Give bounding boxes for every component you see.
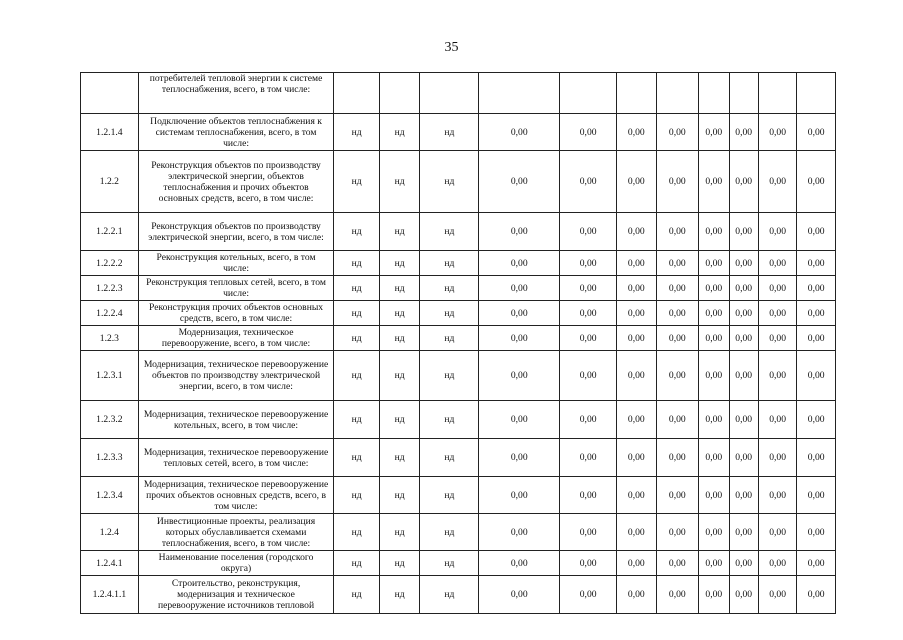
row-value-cell: 0,00 bbox=[560, 326, 617, 351]
row-value-cell: 0,00 bbox=[617, 213, 657, 251]
row-value-cell: нд bbox=[420, 251, 479, 276]
row-description: Реконструкция тепловых сетей, всего, в том числе: bbox=[138, 276, 334, 301]
page-number: 35 bbox=[444, 40, 459, 55]
row-value-cell: нд bbox=[420, 576, 479, 614]
row-value-cell: 0,00 bbox=[479, 477, 560, 514]
row-value-cell: 0,00 bbox=[560, 114, 617, 151]
row-description: Подключение объектов теплоснабжения к системам теплоснабжения, всего, в том числе: bbox=[138, 114, 334, 151]
row-value-cell: 0,00 bbox=[560, 477, 617, 514]
row-value-cell: нд bbox=[379, 114, 420, 151]
row-value-cell: 0,00 bbox=[699, 576, 729, 614]
row-value-cell: 0,00 bbox=[797, 251, 836, 276]
row-value-cell: 0,00 bbox=[617, 439, 657, 477]
row-value-cell: 0,00 bbox=[797, 576, 836, 614]
row-value-cell bbox=[617, 73, 657, 114]
row-description: Модернизация, техническое перевооружение объектов по производству электрической энергии, всего, в том числе: bbox=[138, 351, 334, 401]
row-value-cell: нд bbox=[420, 151, 479, 213]
row-code: 1.2.2.4 bbox=[81, 301, 139, 326]
row-value-cell: 0,00 bbox=[729, 326, 758, 351]
table-row bbox=[81, 477, 836, 514]
table-row bbox=[81, 439, 836, 477]
table-row bbox=[81, 551, 836, 576]
row-description: Наименование поселения (городского округа) bbox=[138, 551, 334, 576]
row-value-cell: 0,00 bbox=[560, 576, 617, 614]
row-value-cell bbox=[729, 73, 758, 114]
row-value-cell bbox=[479, 73, 560, 114]
row-value-cell: нд bbox=[379, 477, 420, 514]
row-value-cell: 0,00 bbox=[479, 576, 560, 614]
row-value-cell: нд bbox=[334, 151, 380, 213]
row-value-cell: нд bbox=[334, 514, 380, 551]
row-value-cell: 0,00 bbox=[479, 351, 560, 401]
row-value-cell: 0,00 bbox=[656, 351, 699, 401]
row-value-cell: нд bbox=[420, 351, 479, 401]
row-value-cell: 0,00 bbox=[758, 251, 797, 276]
row-value-cell: нд bbox=[379, 514, 420, 551]
row-value-cell: нд bbox=[379, 576, 420, 614]
row-value-cell: 0,00 bbox=[758, 326, 797, 351]
row-value-cell: нд bbox=[334, 439, 380, 477]
row-value-cell: нд bbox=[420, 326, 479, 351]
row-description: Модернизация, техническое перевооружение котельных, всего, в том числе: bbox=[138, 401, 334, 439]
table-row bbox=[81, 73, 836, 114]
row-value-cell bbox=[797, 73, 836, 114]
row-value-cell: нд bbox=[420, 514, 479, 551]
row-value-cell: 0,00 bbox=[560, 401, 617, 439]
row-value-cell: 0,00 bbox=[656, 576, 699, 614]
row-value-cell: 0,00 bbox=[656, 477, 699, 514]
table-row bbox=[81, 514, 836, 551]
row-value-cell: 0,00 bbox=[479, 251, 560, 276]
row-value-cell bbox=[758, 73, 797, 114]
table-row bbox=[81, 326, 836, 351]
table-row bbox=[81, 213, 836, 251]
row-value-cell: 0,00 bbox=[797, 551, 836, 576]
row-value-cell: 0,00 bbox=[729, 151, 758, 213]
row-description: Модернизация, техническое перевооружение, всего, в том числе: bbox=[138, 326, 334, 351]
row-value-cell: 0,00 bbox=[479, 301, 560, 326]
row-code: 1.2.3.4 bbox=[81, 477, 139, 514]
row-value-cell bbox=[656, 73, 699, 114]
table-row bbox=[81, 576, 836, 614]
row-code: 1.2.3.3 bbox=[81, 439, 139, 477]
row-value-cell: 0,00 bbox=[758, 576, 797, 614]
row-value-cell: 0,00 bbox=[729, 551, 758, 576]
row-value-cell: 0,00 bbox=[758, 551, 797, 576]
row-value-cell: 0,00 bbox=[479, 551, 560, 576]
row-value-cell: 0,00 bbox=[797, 301, 836, 326]
row-value-cell: нд bbox=[420, 114, 479, 151]
row-value-cell: 0,00 bbox=[758, 213, 797, 251]
row-value-cell: нд bbox=[334, 576, 380, 614]
row-value-cell: 0,00 bbox=[699, 401, 729, 439]
row-value-cell: 0,00 bbox=[617, 276, 657, 301]
row-value-cell: 0,00 bbox=[560, 301, 617, 326]
row-value-cell: 0,00 bbox=[758, 514, 797, 551]
row-value-cell: 0,00 bbox=[797, 276, 836, 301]
row-value-cell: 0,00 bbox=[617, 301, 657, 326]
row-description: Реконструкция объектов по производству электрической энергии, объектов теплоснабжения и прочих объектов основных средств, всего, в том числе: bbox=[138, 151, 334, 213]
row-value-cell: 0,00 bbox=[560, 151, 617, 213]
row-value-cell: нд bbox=[334, 477, 380, 514]
row-value-cell: 0,00 bbox=[479, 326, 560, 351]
row-description: Реконструкция объектов по производству электрической энергии, всего, в том числе: bbox=[138, 213, 334, 251]
row-value-cell: 0,00 bbox=[617, 551, 657, 576]
row-value-cell: 0,00 bbox=[656, 551, 699, 576]
row-code: 1.2.4 bbox=[81, 514, 139, 551]
row-value-cell: 0,00 bbox=[699, 276, 729, 301]
row-value-cell: 0,00 bbox=[560, 251, 617, 276]
row-code bbox=[81, 73, 139, 114]
row-value-cell: 0,00 bbox=[560, 213, 617, 251]
row-value-cell: нд bbox=[334, 251, 380, 276]
row-value-cell: 0,00 bbox=[479, 401, 560, 439]
row-description: Строительство, реконструкция, модернизация и техническое перевооружение источников тепловой bbox=[138, 576, 334, 614]
table-row bbox=[81, 251, 836, 276]
row-value-cell: 0,00 bbox=[729, 251, 758, 276]
row-value-cell: нд bbox=[379, 301, 420, 326]
row-value-cell: 0,00 bbox=[729, 514, 758, 551]
table-row bbox=[81, 401, 836, 439]
row-value-cell: 0,00 bbox=[656, 251, 699, 276]
row-value-cell: нд bbox=[420, 401, 479, 439]
row-code: 1.2.2.2 bbox=[81, 251, 139, 276]
row-value-cell: нд bbox=[420, 276, 479, 301]
row-value-cell: нд bbox=[334, 114, 380, 151]
row-value-cell: 0,00 bbox=[797, 439, 836, 477]
row-value-cell: нд bbox=[334, 326, 380, 351]
row-code: 1.2.3 bbox=[81, 326, 139, 351]
row-value-cell: нд bbox=[334, 351, 380, 401]
row-value-cell: 0,00 bbox=[699, 326, 729, 351]
row-value-cell: 0,00 bbox=[729, 276, 758, 301]
row-value-cell: 0,00 bbox=[699, 251, 729, 276]
row-value-cell: 0,00 bbox=[699, 477, 729, 514]
row-code: 1.2.3.1 bbox=[81, 351, 139, 401]
row-value-cell: 0,00 bbox=[699, 514, 729, 551]
row-value-cell: 0,00 bbox=[617, 326, 657, 351]
row-value-cell: 0,00 bbox=[617, 401, 657, 439]
row-value-cell: 0,00 bbox=[656, 401, 699, 439]
row-value-cell: 0,00 bbox=[656, 213, 699, 251]
row-code: 1.2.2 bbox=[81, 151, 139, 213]
row-value-cell: 0,00 bbox=[729, 213, 758, 251]
row-value-cell: 0,00 bbox=[758, 351, 797, 401]
row-value-cell bbox=[379, 73, 420, 114]
row-value-cell: нд bbox=[334, 551, 380, 576]
row-value-cell: 0,00 bbox=[656, 301, 699, 326]
row-value-cell: 0,00 bbox=[560, 551, 617, 576]
row-value-cell: 0,00 bbox=[656, 439, 699, 477]
row-code: 1.2.4.1 bbox=[81, 551, 139, 576]
row-value-cell: 0,00 bbox=[699, 351, 729, 401]
row-value-cell: нд bbox=[379, 551, 420, 576]
row-description: Реконструкция котельных, всего, в том числе: bbox=[138, 251, 334, 276]
table-row bbox=[81, 114, 836, 151]
row-value-cell: 0,00 bbox=[729, 114, 758, 151]
row-value-cell: 0,00 bbox=[656, 326, 699, 351]
row-description: Инвестиционные проекты, реализация которых обуславливается схемами теплоснабжения, всего, в том числе: bbox=[138, 514, 334, 551]
row-value-cell: 0,00 bbox=[479, 276, 560, 301]
row-value-cell bbox=[560, 73, 617, 114]
row-value-cell: нд bbox=[420, 477, 479, 514]
row-value-cell: 0,00 bbox=[617, 114, 657, 151]
row-value-cell: 0,00 bbox=[656, 514, 699, 551]
row-value-cell: нд bbox=[420, 551, 479, 576]
row-value-cell: 0,00 bbox=[758, 401, 797, 439]
row-value-cell: нд bbox=[379, 439, 420, 477]
row-value-cell: 0,00 bbox=[729, 401, 758, 439]
row-value-cell: 0,00 bbox=[560, 439, 617, 477]
row-value-cell: нд bbox=[379, 251, 420, 276]
row-value-cell: 0,00 bbox=[699, 551, 729, 576]
row-code: 1.2.3.2 bbox=[81, 401, 139, 439]
table-row bbox=[81, 151, 836, 213]
row-value-cell: нд bbox=[379, 351, 420, 401]
row-value-cell: 0,00 bbox=[699, 213, 729, 251]
row-description: Модернизация, техническое перевооружение прочих объектов основных средств, всего, в том числе: bbox=[138, 477, 334, 514]
row-value-cell: 0,00 bbox=[560, 514, 617, 551]
row-value-cell: 0,00 bbox=[617, 514, 657, 551]
row-description: Модернизация, техническое перевооружение тепловых сетей, всего, в том числе: bbox=[138, 439, 334, 477]
row-code: 1.2.2.3 bbox=[81, 276, 139, 301]
row-value-cell: 0,00 bbox=[479, 514, 560, 551]
row-value-cell: 0,00 bbox=[617, 477, 657, 514]
row-value-cell: 0,00 bbox=[699, 439, 729, 477]
row-value-cell: 0,00 bbox=[479, 114, 560, 151]
row-value-cell: нд bbox=[379, 401, 420, 439]
row-value-cell: 0,00 bbox=[729, 301, 758, 326]
row-value-cell: нд bbox=[379, 151, 420, 213]
row-code: 1.2.1.4 bbox=[81, 114, 139, 151]
row-value-cell: 0,00 bbox=[656, 114, 699, 151]
row-value-cell: 0,00 bbox=[729, 477, 758, 514]
row-value-cell: 0,00 bbox=[758, 439, 797, 477]
row-value-cell bbox=[420, 73, 479, 114]
row-value-cell: 0,00 bbox=[617, 251, 657, 276]
row-value-cell: 0,00 bbox=[797, 151, 836, 213]
row-value-cell bbox=[699, 73, 729, 114]
row-value-cell: нд bbox=[420, 213, 479, 251]
row-value-cell bbox=[334, 73, 380, 114]
row-value-cell: 0,00 bbox=[758, 114, 797, 151]
row-value-cell: нд bbox=[379, 326, 420, 351]
row-value-cell: 0,00 bbox=[797, 401, 836, 439]
row-value-cell: 0,00 bbox=[797, 114, 836, 151]
row-value-cell: нд bbox=[334, 401, 380, 439]
row-value-cell: нд bbox=[420, 439, 479, 477]
row-value-cell: нд bbox=[379, 213, 420, 251]
table-body bbox=[81, 73, 836, 614]
row-value-cell: 0,00 bbox=[617, 351, 657, 401]
row-value-cell: 0,00 bbox=[797, 477, 836, 514]
row-value-cell: нд bbox=[420, 301, 479, 326]
row-value-cell: 0,00 bbox=[479, 151, 560, 213]
row-value-cell: 0,00 bbox=[479, 439, 560, 477]
row-value-cell: 0,00 bbox=[797, 326, 836, 351]
row-value-cell: 0,00 bbox=[729, 576, 758, 614]
row-value-cell: 0,00 bbox=[758, 477, 797, 514]
row-value-cell: 0,00 bbox=[560, 276, 617, 301]
row-value-cell: 0,00 bbox=[699, 301, 729, 326]
table-row bbox=[81, 276, 836, 301]
row-value-cell: 0,00 bbox=[729, 439, 758, 477]
row-value-cell: нд bbox=[334, 301, 380, 326]
row-code: 1.2.4.1.1 bbox=[81, 576, 139, 614]
row-value-cell: 0,00 bbox=[729, 351, 758, 401]
row-value-cell: 0,00 bbox=[479, 213, 560, 251]
row-value-cell: 0,00 bbox=[699, 114, 729, 151]
row-value-cell: 0,00 bbox=[617, 151, 657, 213]
row-value-cell: нд bbox=[379, 276, 420, 301]
row-value-cell: 0,00 bbox=[699, 151, 729, 213]
row-value-cell: 0,00 bbox=[617, 576, 657, 614]
table-row bbox=[81, 301, 836, 326]
row-description: потребителей тепловой энергии к системе теплоснабжения, всего, в том числе: bbox=[138, 73, 334, 114]
row-value-cell: 0,00 bbox=[560, 351, 617, 401]
row-code: 1.2.2.1 bbox=[81, 213, 139, 251]
row-value-cell: 0,00 bbox=[758, 276, 797, 301]
row-value-cell: 0,00 bbox=[758, 301, 797, 326]
table-row bbox=[81, 351, 836, 401]
row-value-cell: 0,00 bbox=[797, 514, 836, 551]
row-description: Реконструкция прочих объектов основных средств, всего, в том числе: bbox=[138, 301, 334, 326]
row-value-cell: 0,00 bbox=[656, 151, 699, 213]
row-value-cell: 0,00 bbox=[656, 276, 699, 301]
row-value-cell: 0,00 bbox=[797, 213, 836, 251]
investment-table bbox=[80, 72, 836, 614]
row-value-cell: нд bbox=[334, 213, 380, 251]
row-value-cell: 0,00 bbox=[758, 151, 797, 213]
row-value-cell: нд bbox=[334, 276, 380, 301]
row-value-cell: 0,00 bbox=[797, 351, 836, 401]
